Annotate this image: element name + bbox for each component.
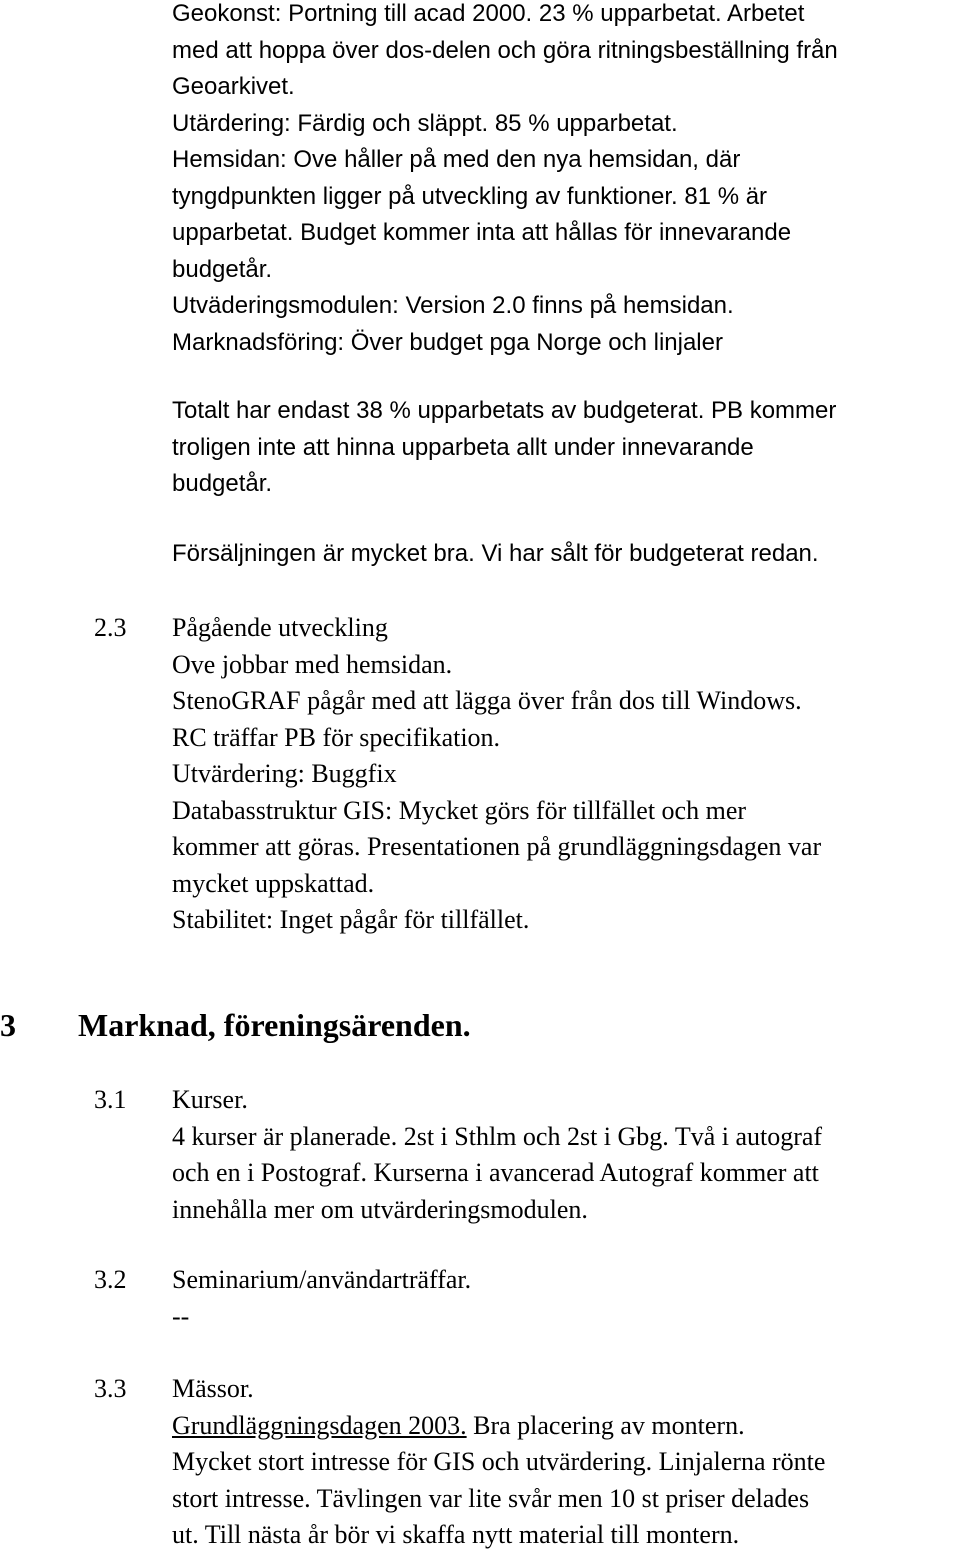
section-3-2 bbox=[172, 1262, 960, 1335]
section-3-3 bbox=[172, 1371, 960, 1554]
section-line: Stabilitet: Inget pågår för tillfället. bbox=[172, 905, 530, 934]
status-line: Marknadsföring: Över budget pga Norge och linjaler bbox=[172, 328, 723, 356]
section-line: Utvärdering: Buggfix bbox=[172, 759, 397, 788]
section-number: 3.1 bbox=[94, 1085, 127, 1114]
section-title: Kurser. bbox=[172, 1085, 248, 1114]
section-line: Mycket stort intresse för GIS och utvärdering. Linjalerna rönte bbox=[172, 1447, 826, 1476]
status-line: Geokonst: Portning till acad 2000. 23 % upparbetat. Arbetet bbox=[172, 0, 805, 27]
status-line: Geoarkivet. bbox=[172, 73, 295, 100]
chapter-number: 3 bbox=[0, 1007, 16, 1043]
status-line: med att hoppa över dos-delen och göra ritningsbeställning från bbox=[172, 36, 838, 64]
project-status-paragraph bbox=[172, 0, 960, 361]
section-line: 4 kurser är planerade. 2st i Sthlm och 2st i Gbg. Två i autograf bbox=[172, 1121, 823, 1151]
chapter-title: Marknad, föreningsärenden. bbox=[78, 1007, 471, 1043]
status-line: Utärdering: Färdig och släppt. 85 % upparbetat. bbox=[172, 109, 678, 137]
section-line: kommer att göras. Presentationen på grundläggningsdagen var bbox=[172, 832, 822, 861]
section-line: Databasstruktur GIS: Mycket görs för tillfället och mer bbox=[172, 795, 747, 825]
section-line: stort intresse. Tävlingen var lite svår men 10 st priser delades bbox=[172, 1483, 810, 1513]
section-line: -- bbox=[172, 1301, 190, 1331]
section-title: Seminarium/användarträffar. bbox=[172, 1265, 472, 1294]
section-line: och en i Postograf. Kurserna i avancerad Autograf kommer att bbox=[172, 1158, 819, 1187]
section-line: Ove jobbar med hemsidan. bbox=[172, 649, 453, 679]
sales-line: Försäljningen är mycket bra. Vi har sålt för budgeterat redan. bbox=[172, 540, 819, 567]
section-number: 3.2 bbox=[94, 1265, 127, 1294]
status-line: Utväderingsmodulen: Version 2.0 finns på hemsidan. bbox=[172, 292, 734, 319]
section-number: 2.3 bbox=[94, 613, 127, 642]
section-line: StenoGRAF pågår med att lägga över från dos till Windows. bbox=[172, 686, 802, 715]
summary-line: budgetår. bbox=[172, 470, 273, 497]
section-title: Mässor. bbox=[172, 1374, 254, 1403]
event-remark: Bra placering av montern. bbox=[466, 1410, 745, 1440]
status-line: upparbetat. Budget kommer inta att hållas för innevarande bbox=[172, 219, 792, 246]
summary-line: troligen inte att hinna upparbeta allt under innevarande bbox=[172, 433, 754, 461]
section-line: ut. Till nästa år bör vi skaffa nytt material till montern. bbox=[172, 1520, 740, 1549]
sales-paragraph bbox=[172, 536, 960, 573]
section-line: RC träffar PB för specifikation. bbox=[172, 722, 501, 752]
budget-summary-paragraph bbox=[172, 393, 960, 503]
status-line: Hemsidan: Ove håller på med den nya hemsidan, där bbox=[172, 146, 741, 173]
section-3-1 bbox=[172, 1082, 960, 1228]
section-number: 3.3 bbox=[94, 1374, 127, 1403]
section-line bbox=[172, 1408, 960, 1445]
section-2-3 bbox=[172, 610, 960, 939]
event-name-link: Grundläggningsdagen 2003. bbox=[172, 1410, 467, 1440]
section-line: innehålla mer om utvärderingsmodulen. bbox=[172, 1194, 588, 1224]
section-line: mycket uppskattad. bbox=[172, 868, 375, 898]
section-title: Pågående utveckling bbox=[172, 613, 388, 642]
status-line: tyngdpunkten ligger på utveckling av funktioner. 81 % är bbox=[172, 182, 768, 210]
status-line: budgetår. bbox=[172, 255, 273, 283]
summary-line: Totalt har endast 38 % upparbetats av budgeterat. PB kommer bbox=[172, 397, 837, 424]
